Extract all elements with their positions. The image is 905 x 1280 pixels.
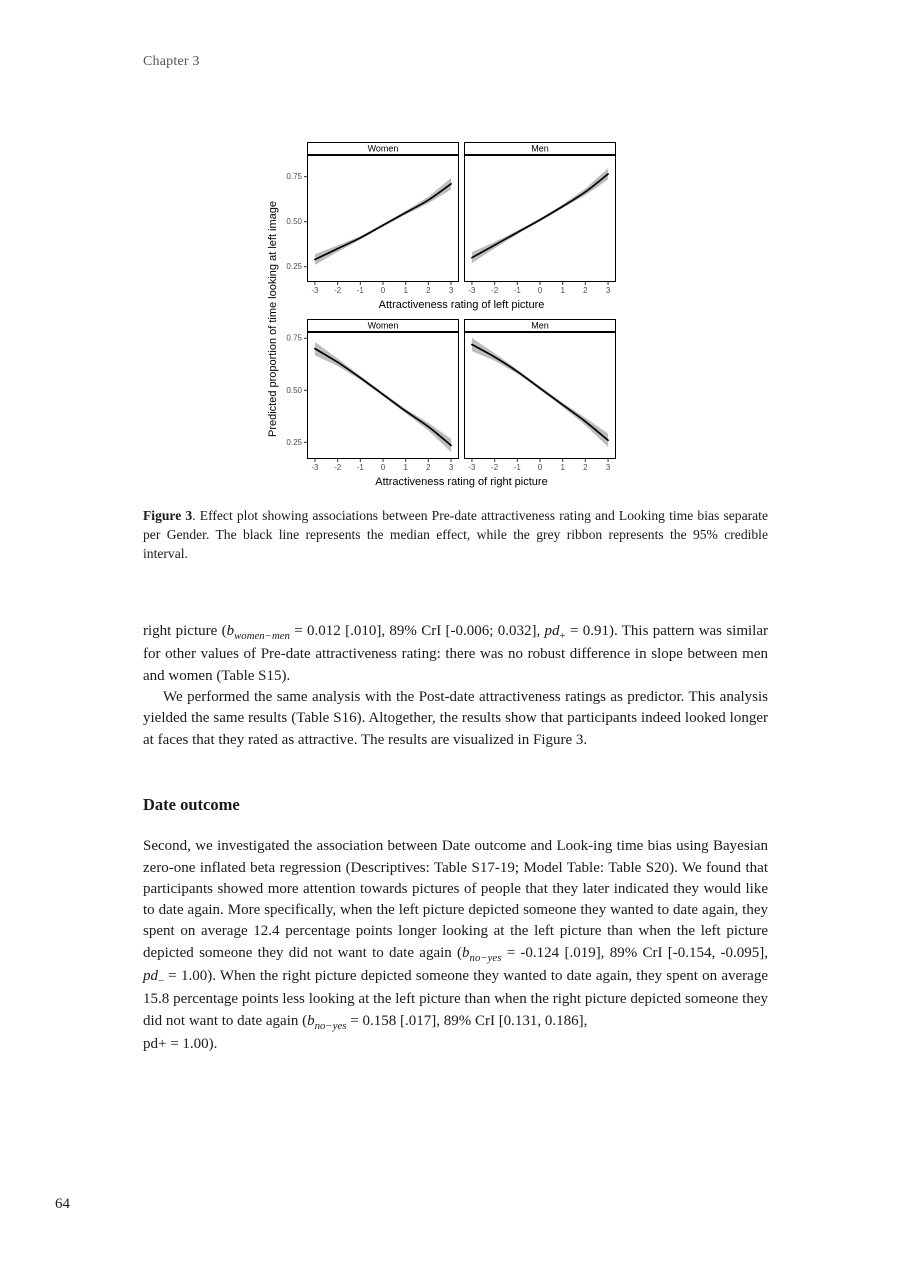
chart-group-left-picture	[281, 142, 621, 311]
x-tick-label: 0	[537, 463, 543, 471]
text-block-2	[143, 836, 768, 1055]
x-tick-label: -2	[334, 463, 342, 471]
y-axis-label: Predicted proportion of time looking at left image	[267, 200, 279, 438]
y-tick-label: 0.75	[286, 172, 302, 182]
y-tick-label: 0.25	[286, 262, 302, 272]
x-tick-label: -1	[356, 463, 364, 471]
text-segment: pd	[544, 623, 560, 639]
y-tick-label: 0.50	[286, 385, 302, 395]
body-text	[143, 621, 768, 1055]
page-number: 64	[55, 1196, 70, 1212]
paragraph	[143, 836, 768, 1034]
x-tick-label: 2	[426, 286, 431, 294]
x-tick-label: 1	[560, 286, 565, 294]
facet-strip-label: Women	[367, 143, 399, 154]
y-tick-label: 0.75	[286, 333, 302, 343]
x-tick-label: 1	[403, 463, 408, 471]
x-tick-label: -3	[311, 286, 319, 294]
text-segment: Second, we investigated the association between Date outcome and Look-ing time bias using Bayesian zero-one inflated beta regression (Descriptives: Table S17-19; Model Table: Table S20). We found that participants showed more attention towards pictures of people that they later indicated they would like to date again. More specifically, when the left picture depicted someone they wanted to date again, they spent on average 12.4 percentage points longer looking at the left picture than when the left picture depicted someone they did not want to date again (	[143, 838, 768, 961]
facet-strip-label: Women	[367, 320, 399, 331]
section-heading-date-outcome: Date outcome	[143, 794, 240, 814]
text-segment: no−yes	[314, 1019, 347, 1032]
effect-plot-left-picture	[281, 142, 621, 294]
y-tick-label: 0.50	[286, 217, 302, 227]
x-tick-label: 0	[380, 286, 386, 294]
effect-plot-right-picture	[281, 319, 621, 471]
panel-background	[308, 156, 459, 282]
x-tick-label: 3	[448, 286, 454, 294]
x-axis-label-left-picture: Attractiveness rating of left picture	[378, 299, 545, 311]
text-segment: b	[462, 944, 470, 961]
text-segment: = -0.124 [.019], 89% CrI [-0.154, -0.095],	[501, 944, 769, 961]
text-segment: = 1.00). When the right picture depicted someone they wanted to date again, they spent on average 15.8 percentage points less looking at the left picture than when the right picture depicted someone they did not want to date again (	[143, 968, 768, 1029]
text-segment: +	[559, 630, 566, 642]
text-segment: pd+ = 1.00).	[143, 1036, 218, 1052]
x-tick-label: 0	[380, 463, 386, 471]
text-block-1	[143, 621, 768, 751]
x-tick-label: 3	[448, 463, 454, 471]
x-tick-label: -2	[334, 286, 342, 294]
x-tick-label: 3	[605, 286, 611, 294]
text-segment: no−yes	[469, 951, 502, 964]
text-segment: right picture (	[143, 623, 227, 639]
running-header: Chapter 3	[143, 54, 200, 69]
text-segment: Figure 3	[143, 508, 193, 523]
chart-column	[281, 142, 621, 496]
paragraph	[143, 687, 768, 751]
paragraph	[143, 621, 768, 687]
text-segment: = 0.158 [.017], 89% CrI [0.131, 0.186],	[346, 1012, 588, 1029]
facet-strip-label: Men	[531, 320, 549, 331]
x-tick-label: 1	[403, 286, 408, 294]
x-tick-label: -3	[468, 463, 476, 471]
x-tick-label: -3	[311, 463, 319, 471]
figure-3	[265, 142, 621, 496]
text-segment: = 0.91). This pattern was similar for other values of Pre-date attractiveness rating: there was no robust difference in slope between men and women (Table S15).	[143, 623, 768, 684]
x-tick-label: -1	[513, 463, 521, 471]
x-tick-label: 0	[537, 286, 543, 294]
text-segment: b	[226, 623, 235, 639]
figure-caption	[143, 506, 768, 563]
text-segment: b	[307, 1012, 315, 1029]
text-segment: −	[158, 975, 165, 988]
x-axis-label-right-picture: Attractiveness rating of right picture	[375, 476, 548, 488]
facet-strip-label: Men	[531, 143, 549, 154]
text-segment: . Effect plot showing associations between Pre-date attractiveness rating and Looking time bias separate per Gender. The black line represents the median effect, while the grey ribbon represents the 95% credible interval.	[143, 508, 768, 562]
x-tick-label: 2	[583, 463, 588, 471]
text-segment: pd	[143, 968, 158, 985]
y-tick-label: 0.25	[286, 437, 302, 447]
text-segment: = 0.012 [.010], 89% CrI [-0.006; 0.032],	[289, 623, 545, 639]
x-tick-label: 2	[426, 463, 431, 471]
x-tick-label: 2	[583, 286, 588, 294]
x-tick-label: 3	[605, 463, 611, 471]
x-tick-label: 1	[560, 463, 565, 471]
text-segment: We performed the same analysis with the Post-date attractiveness ratings as predictor. This analysis yielded the same results (Table S16). Altogether, the results show that participants indeed looked longer at faces that they rated as attractive. The results are visualized in Figure 3.	[143, 688, 768, 748]
x-tick-label: -1	[356, 286, 364, 294]
x-tick-label: -2	[491, 286, 499, 294]
paragraph	[143, 1034, 768, 1055]
x-tick-label: -3	[468, 286, 476, 294]
chart-group-right-picture	[281, 319, 621, 488]
x-tick-label: -2	[491, 463, 499, 471]
x-tick-label: -1	[513, 286, 521, 294]
text-segment: women−men	[234, 630, 290, 642]
